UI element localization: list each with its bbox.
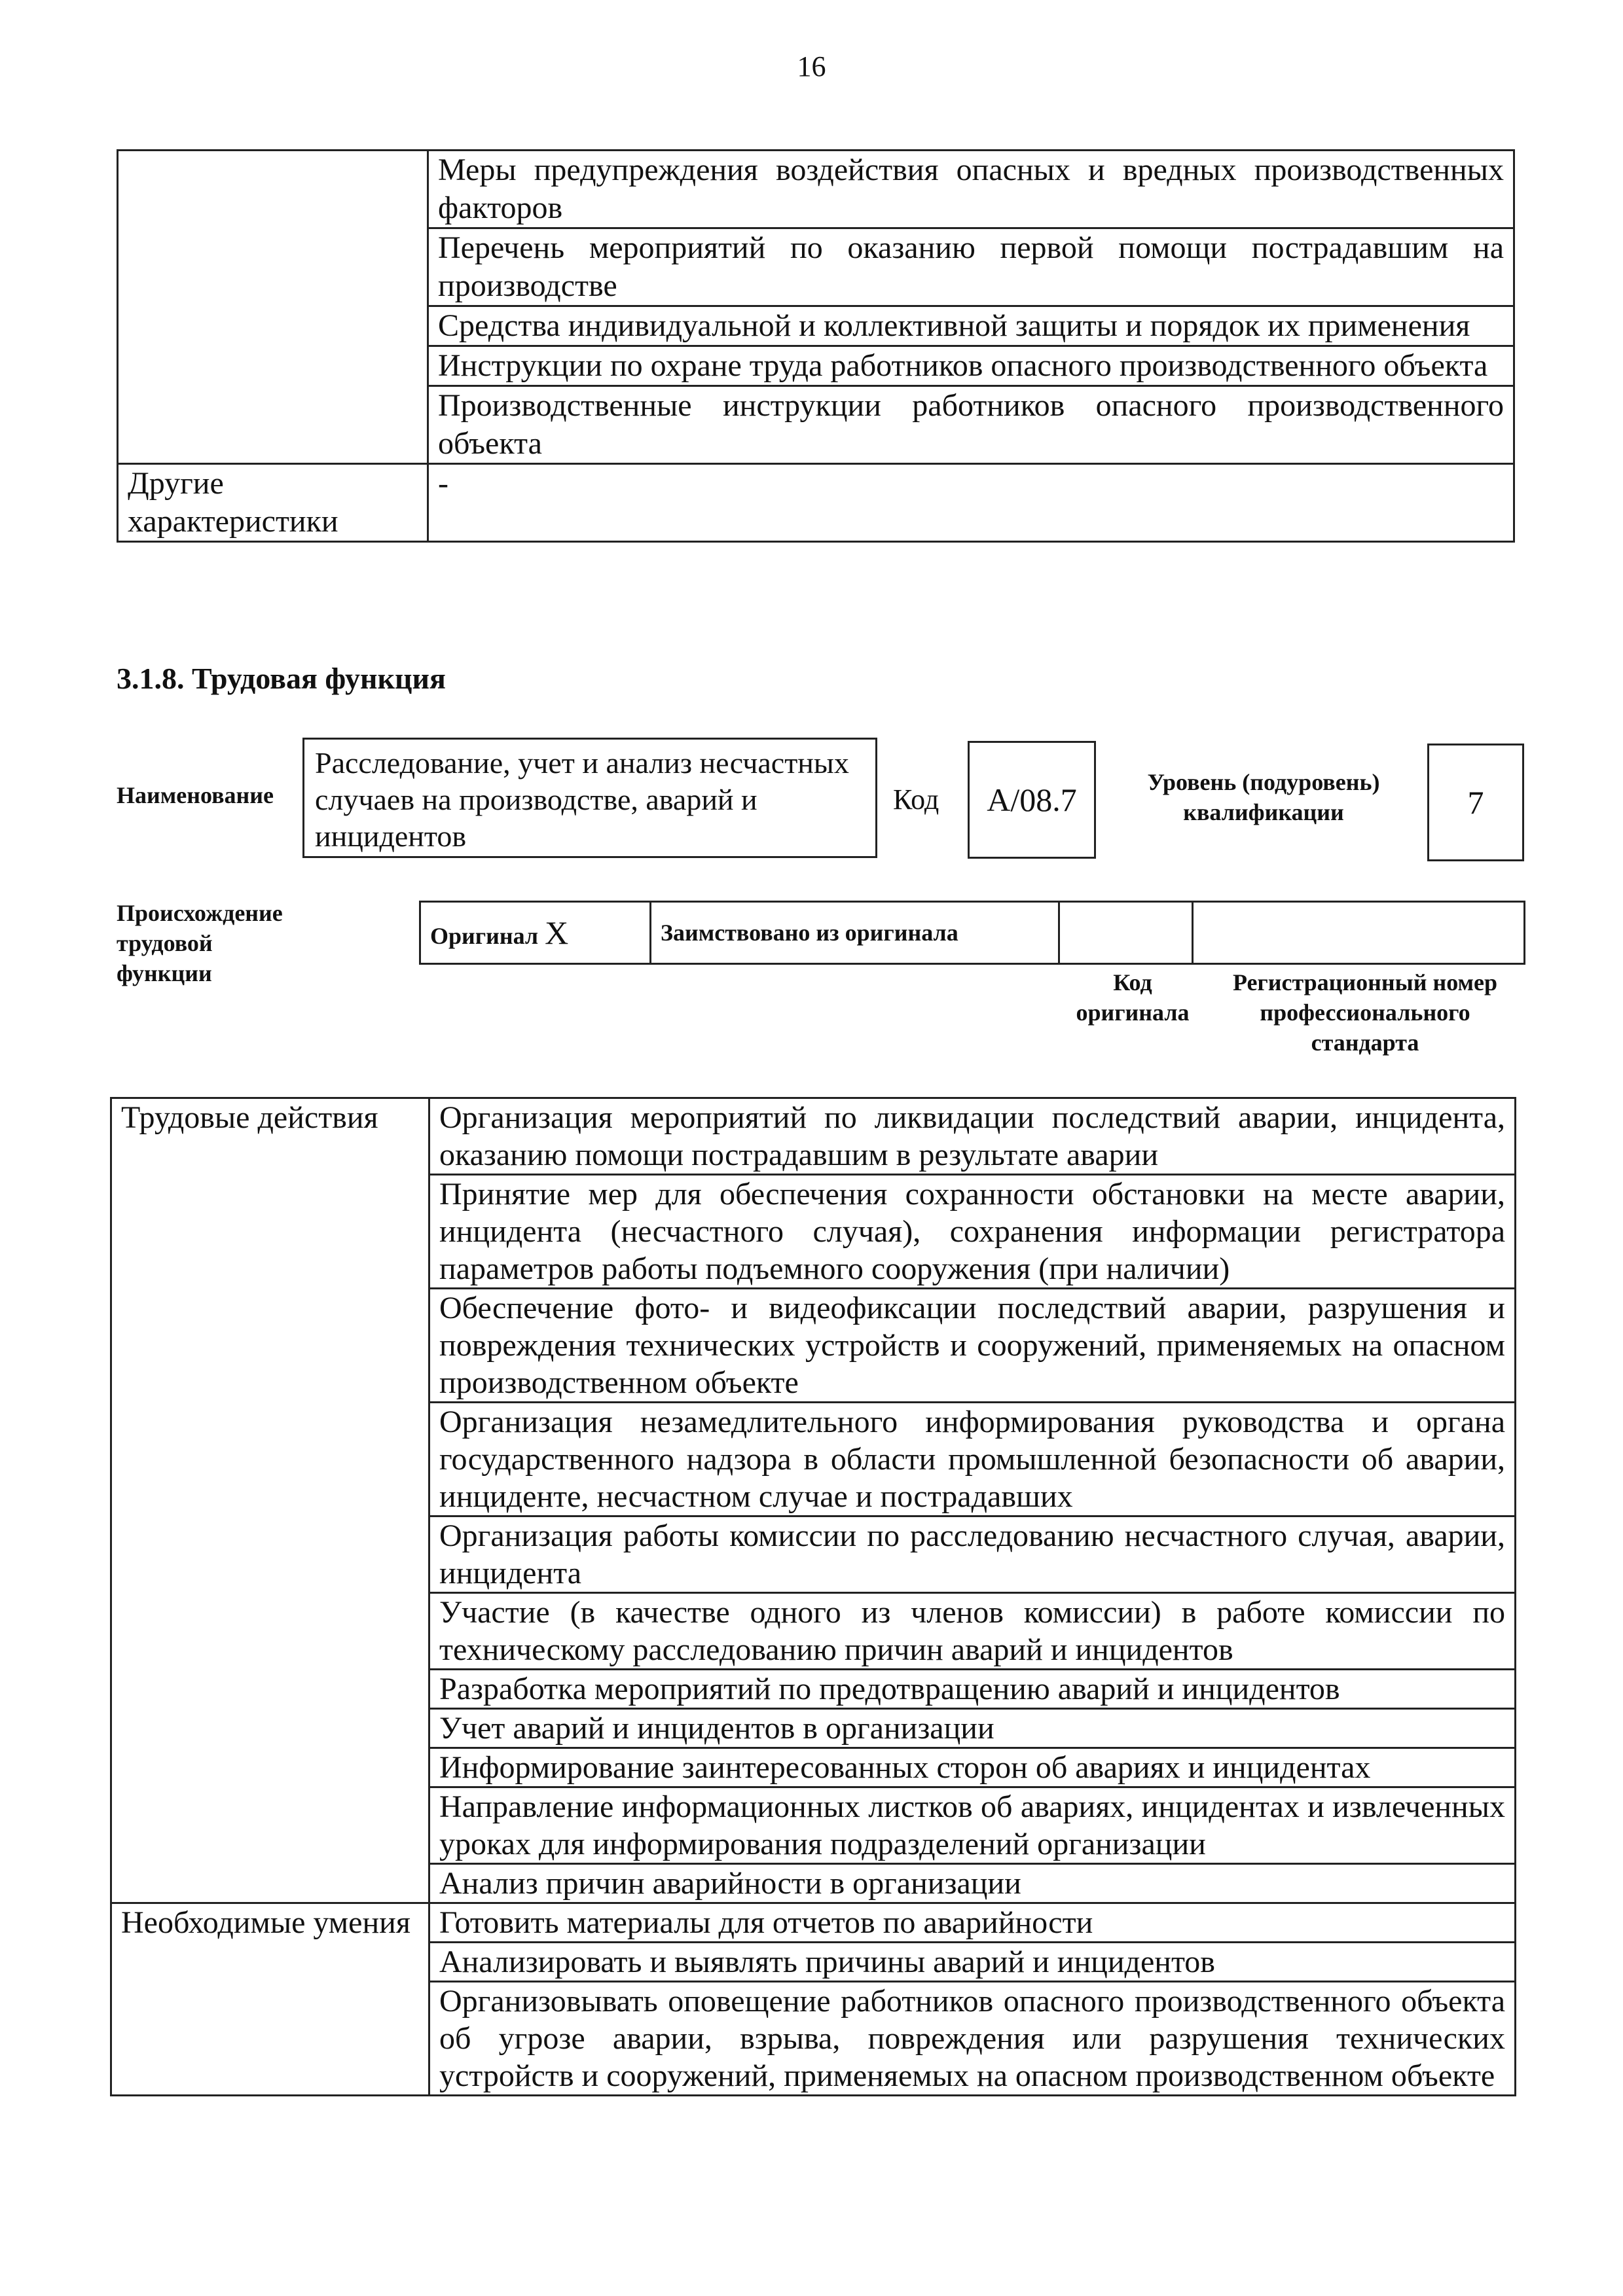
original-cell <box>420 902 651 964</box>
table-row <box>118 464 1514 542</box>
page-number: 16 <box>797 50 826 82</box>
required-skill: Анализировать и выявлять причины аварий и инцидентов <box>429 1943 1516 1982</box>
level-label: Уровень (подуровень) квалификации <box>1147 769 1380 825</box>
empty-label-cell <box>118 151 428 464</box>
original-mark: Х <box>545 914 569 951</box>
table-row <box>111 1098 1516 1175</box>
origin-table <box>419 901 1525 965</box>
borrowed-label: Заимствовано из оригинала <box>651 902 1059 964</box>
knowledge-item: Перечень мероприятий по оказанию первой помощи пострадавшим на производстве <box>428 228 1514 306</box>
knowledge-item: Меры предупреждения воздействия опасных и вредных производственных факторов <box>428 151 1514 228</box>
table-row <box>118 151 1514 228</box>
labor-action: Направление информационных листков об авариях, инцидентах и извлеченных уроках для информирования подразделений организации <box>429 1787 1516 1864</box>
labor-action: Разработка мероприятий по предотвращению аварий и инцидентов <box>429 1670 1516 1709</box>
registration-number-cell <box>1193 902 1525 964</box>
required-skills-label: Необходимые умения <box>111 1903 429 2096</box>
knowledge-item: Инструкции по охране труда работников опасного производственного объекта <box>428 346 1514 386</box>
knowledge-table <box>117 149 1515 543</box>
section-title: 3.1.8. Трудовая функция <box>117 662 446 695</box>
labor-action: Анализ причин аварийности в организации <box>429 1864 1516 1903</box>
labor-action: Учет аварий и инцидентов в организации <box>429 1709 1516 1748</box>
code-value-box: А/08.7 <box>968 741 1096 859</box>
code-label: Код <box>893 783 939 816</box>
function-name-box: Расследование, учет и анализ несчастных случаев на производстве, аварий и инцидентов <box>302 738 877 858</box>
labor-action: Принятие мер для обеспечения сохранности обстановки на месте аварии, инцидента (несчастного случая), сохранения информации регистратора параметров работы подъемного сооружения (при наличии) <box>429 1175 1516 1289</box>
knowledge-item: Производственные инструкции работников опасного производственного объекта <box>428 386 1514 464</box>
labor-function-table <box>110 1097 1516 2096</box>
labor-action: Участие (в качестве одного из членов комиссии) в работе комиссии по техническому расследованию причин аварий и инцидентов <box>429 1593 1516 1670</box>
table-row <box>420 902 1525 964</box>
origin-label: Происхождение трудовой функции <box>117 900 283 986</box>
labor-action: Организация работы комиссии по расследованию несчастного случая, аварии, инцидента <box>429 1516 1516 1593</box>
level-value-box: 7 <box>1427 744 1524 861</box>
registration-number-caption: Регистрационный номер профессионального стандарта <box>1232 969 1498 1056</box>
other-characteristics-label: Другие характеристики <box>118 464 428 542</box>
labor-action: Организация незамедлительного информирования руководства и органа государственного надзора в области промышленной безопасности об аварии, инциденте, несчастном случае и пострадавших <box>429 1403 1516 1516</box>
required-skill: Готовить материалы для отчетов по аварийности <box>429 1903 1516 1943</box>
original-code-cell <box>1059 902 1193 964</box>
required-skill: Организовывать оповещение работников опасного производственного объекта об угрозе аварии, взрыва, повреждения или разрушения технических устройств и сооружений, применяемых на опасном производственном объекте <box>429 1982 1516 2096</box>
labor-actions-label: Трудовые действия <box>111 1098 429 1903</box>
original-label: Оригинал <box>430 923 539 949</box>
name-label: Наименование <box>117 782 274 808</box>
table-row <box>111 1903 1516 1943</box>
code-original-caption: Код оригинала <box>1076 969 1190 1026</box>
labor-action: Организация мероприятий по ликвидации последствий аварии, инцидента, оказанию помощи пострадавшим в результате аварии <box>429 1098 1516 1175</box>
labor-action: Информирование заинтересованных сторон об авариях и инцидентах <box>429 1748 1516 1787</box>
labor-action: Обеспечение фото- и видеофиксации последствий аварии, разрушения и повреждения технических устройств и сооружений, применяемых на опасном производственном объекте <box>429 1289 1516 1403</box>
other-characteristics-value: - <box>428 464 1514 542</box>
knowledge-item: Средства индивидуальной и коллективной защиты и порядок их применения <box>428 306 1514 346</box>
